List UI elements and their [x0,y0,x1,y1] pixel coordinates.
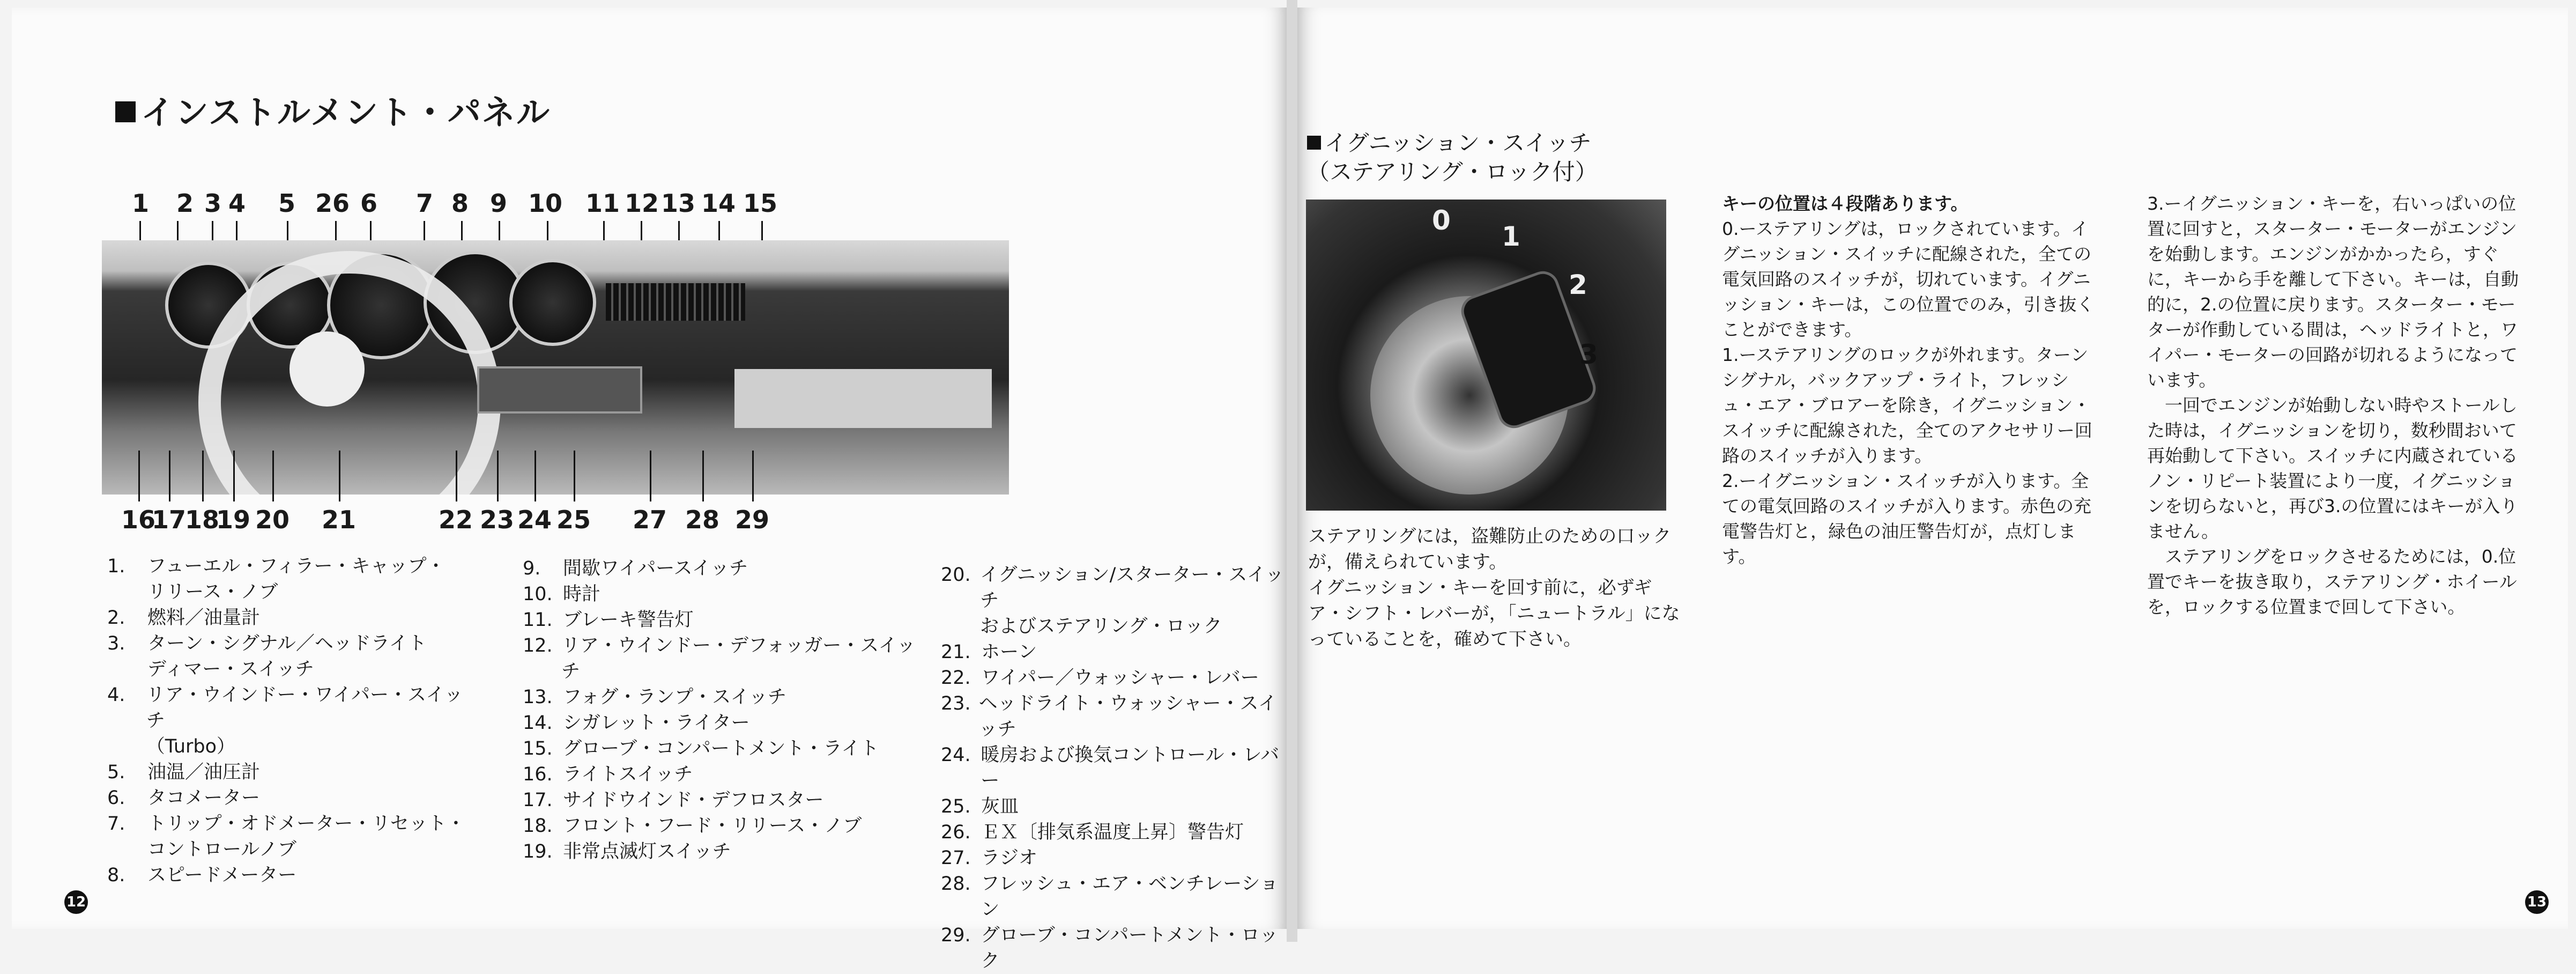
page-number-left: 12 [64,890,88,914]
legend-column-1 [107,554,472,888]
legend-item [523,787,919,813]
leader-line [339,451,340,501]
legend-column-3 [941,562,1295,974]
leader-line [169,451,170,501]
legend-text: フロント・フード・リリース・ノブ [563,815,862,837]
key-positions-column [1722,191,2097,569]
legend-item [107,862,472,888]
legend-item [941,794,1295,820]
legend-column-2 [523,556,919,865]
legend-number: 21. [941,641,971,663]
legend-item [107,554,472,605]
leader-line [702,451,704,501]
legend-item [523,556,919,581]
callout-23: 23 [479,505,515,534]
starting-instructions-column [2147,191,2522,619]
callout-24: 24 [517,505,552,534]
legend-number: 13. [523,687,553,708]
legend-text: ＥＸ〔排気系温度上昇〕警告灯 [981,822,1244,843]
callout-1: 1 [131,189,150,218]
glove-box-icon [734,369,992,428]
dial-label-0: 0 [1432,205,1451,236]
legend-number: 19. [523,841,553,862]
legend-number: 20. [941,564,971,586]
legend-item [523,736,919,762]
dial-label-3: 3 [1579,339,1598,370]
leader-line [650,451,651,501]
legend-number: 22. [941,667,971,689]
legend-text: 時計 [563,584,601,605]
page-number-right: 13 [2525,890,2549,914]
legend-number: 3. [107,633,125,654]
legend-text: 燃料／油量計 [147,607,261,629]
legend-item [523,684,919,710]
legend-number: 27. [941,847,971,869]
legend-number: 29. [941,925,971,946]
legend-item [941,665,1295,691]
legend-number: 4. [107,684,125,706]
callout-28: 28 [685,505,720,534]
callout-3: 3 [204,189,222,218]
legend-text: スピードメーター [147,865,297,886]
position-0-text: 0.ーステアリングは，ロックされています。イグニッション・スイッチに配線された，全ての電気回路のスイッチが，切れています。イグニッション・キーは，この位置でのみ，引き抜くことができます。 [1722,218,2095,340]
position-3-text: 3.ーイグニッション・キーを，右いっぱいの位置に回すと，スターター・モーターがエンジンを始動します。エンジンがかかったら，すぐに，キーから手を離して下さい。キーは，自動的に，2.の位置に戻ります。スターター・モーターが作動している間は，ヘッドライトと，ワイパー・モーターの回路が切れるようになっています。 [2147,193,2519,390]
page-title: インストルメント・パネル [115,86,551,134]
legend-item [941,845,1295,871]
legend-text: リア・ウインドー・ワイパー・スイッチ （Turbo） [146,684,463,757]
dial-label-1: 1 [1502,221,1520,252]
legend-text: 灰皿 [981,796,1019,817]
leader-line [272,451,274,501]
position-1-text: 1.ーステアリングのロックが外れます。ターンシグナル，バックアップ・ライト，フレッシュ・エア・ブロアーを除き，イグニッション・スイッチに配線された，全てのアクセサリー回路のスイッチが入ります。 [1722,344,2092,466]
callout-15: 15 [743,189,778,218]
leader-line [574,451,575,501]
legend-item [941,639,1295,665]
legend-text: グローブ・コンパートメント・ライト [563,738,879,759]
legend-item [941,820,1295,845]
callout-21: 21 [321,505,357,534]
legend-item [523,762,919,787]
legend-text: タコメーター [147,787,261,809]
legend-text: ラジオ [981,847,1038,869]
legend-number: 10. [523,584,553,605]
legend-item [941,923,1295,974]
horn-pad-icon [289,331,365,407]
legend-number: 2. [107,607,125,629]
legend-number: 26. [941,822,971,843]
callout-16: 16 [121,505,156,534]
legend-number: 16. [523,764,553,785]
square-bullet-icon [115,101,136,122]
legend-number: 23. [941,693,971,714]
callout-12: 12 [624,189,659,218]
legend-number: 14. [523,712,553,734]
legend-number: 24. [941,744,971,766]
ignition-switch-photo [1306,200,1666,511]
legend-number: 25. [941,796,971,817]
callout-17: 17 [151,505,187,534]
legend-item [107,759,472,785]
callout-19: 19 [216,505,251,534]
leader-line [497,451,499,501]
legend-item [523,633,919,684]
legend-item [107,811,472,862]
legend-item [941,691,1295,742]
legend-text: ヘッドライト・ウォッシャー・スイッチ [978,693,1277,740]
legend-number: 8. [107,865,125,886]
square-bullet-icon [1307,136,1321,150]
callout-26: 26 [315,189,350,218]
legend-item [523,813,919,839]
legend-text: ホーン [981,641,1037,663]
legend-item [523,710,919,736]
key-positions-heading: キーの位置は４段階あります。 [1722,193,1969,214]
callout-11: 11 [585,189,620,218]
legend-item [523,607,919,633]
legend-number: 9. [523,558,541,579]
leader-line [138,451,140,501]
callout-27: 27 [632,505,667,534]
legend-item [941,562,1295,639]
legend-text: サイドウインド・デフロスター [563,789,824,811]
callout-25: 25 [556,505,591,534]
legend-item [941,742,1295,794]
legend-text: 非常点滅灯スイッチ [563,841,731,862]
callout-9: 9 [489,189,508,218]
leader-line [202,451,204,501]
leader-line [534,451,536,501]
legend-item [107,605,472,631]
leader-line [752,451,754,501]
legend-text: トリップ・オドメーター・リセット・ コントロールノブ [147,813,465,860]
leader-line [233,451,235,501]
callout-10: 10 [528,189,563,218]
leader-line [456,451,457,501]
legend-number: 18. [523,815,553,837]
section-title: イグニッション・スイッチ （ステアリング・ロック付） [1307,130,1598,185]
callout-20: 20 [255,505,290,534]
legend-text: ターン・シグナル／ヘッドライト ディマー・スイッチ [147,633,427,680]
callout-4: 4 [228,189,246,218]
legend-number: 5. [107,762,125,783]
legend-item [523,581,919,607]
position-2-text: 2.ーイグニッション・スイッチが入ります。全ての電気回路のスイッチが入ります。赤色の充電警告灯と，緑色の油圧警告灯が，点灯します。 [1722,470,2092,567]
legend-text: ブレーキ警告灯 [563,609,694,631]
legend-number: 15. [523,738,553,759]
callout-7: 7 [415,189,434,218]
radio-icon [477,366,642,414]
legend-number: 11. [523,609,553,631]
legend-text: 暖房および換気コントロール・レバー [981,744,1280,792]
dashboard-photo [102,240,1009,495]
legend-item [107,785,472,811]
lock-steering-text: ステアリングをロックさせるためには，0.位置でキーを抜き取り，ステアリング・ホイールを，ロックする位置まで回して下さい。 [2147,546,2517,617]
legend-text: グローブ・コンパートメント・ロック [981,925,1279,972]
clock-icon [509,259,596,346]
legend-text: ワイパー／ウォッシャー・レバー [981,667,1259,689]
legend-item [941,871,1295,923]
callout-13: 13 [660,189,696,218]
photo-caption: ステアリングには，盗難防止のための口ックが，備えられています。 イグニッション・キーを回す前に，必ずギア・シフト・レバーが，「ニュートラル」になっていることを，確めて下さい。 [1308,526,1680,650]
legend-text: シガレット・ライター [563,712,750,734]
legend-text: 間歇ワイパースイッチ [563,558,748,579]
legend-number: 28. [941,873,971,895]
air-vent-icon [606,283,745,321]
legend-text: 油温／油圧計 [147,762,261,783]
legend-number: 7. [107,813,125,835]
legend-text: ライトスイッチ [563,764,693,785]
callout-29: 29 [734,505,770,534]
legend-item [107,682,472,759]
callout-5: 5 [278,189,296,218]
callout-8: 8 [451,189,469,218]
callout-22: 22 [438,505,473,534]
legend-text: フォグ・ランプ・スイッチ [563,687,786,708]
legend-number: 17. [523,789,553,811]
callout-2: 2 [176,189,194,218]
legend-number: 6. [107,787,125,809]
legend-text: リア・ウインドー・デフォッガー・スイッチ [561,635,916,682]
callout-14: 14 [701,189,736,218]
legend-text: フューエル・フィラー・キャップ・ リリース・ノブ [147,556,446,603]
legend-text: フレッシュ・エア・ベンチレーション [981,873,1279,920]
legend-item [523,839,919,865]
restart-text: 一回でエンジンが始動しない時やストールした時は，イグニッションを切り，数秒間おいて再始動して下さい。スイッチに内蔵されているノン・リピート装置により一度，イグニッションを切らないと，再び3.の位置にはキーが入りません。 [2147,395,2518,542]
legend-item [107,631,472,682]
legend-text: イグニッション/スターター・スイッチ およびステアリング・ロック [980,564,1285,637]
legend-number: 12. [523,635,553,656]
legend-number: 1. [107,556,125,577]
dial-label-2: 2 [1569,269,1587,300]
callout-18: 18 [184,505,220,534]
callout-6: 6 [360,189,378,218]
